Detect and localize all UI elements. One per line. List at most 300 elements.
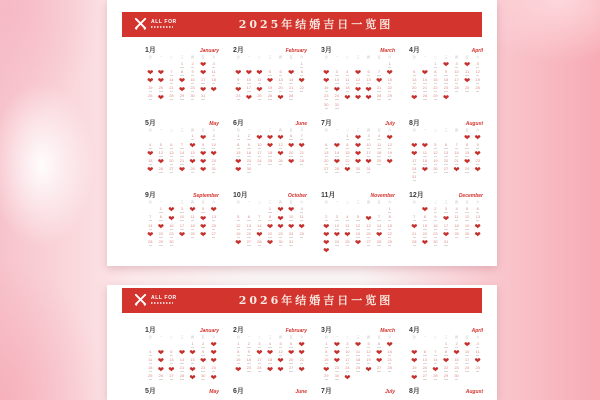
day-cell: 23 (332, 365, 343, 373)
weekday-label: 二 (433, 55, 437, 59)
day-cell: 3 (441, 206, 452, 214)
month-label: 3月 (321, 327, 332, 334)
month-label: 6月 (233, 387, 244, 395)
weekday-label: 四 (367, 200, 371, 205)
day-cell: 21 (409, 231, 420, 239)
month-days-grid (409, 341, 483, 382)
day-cell: 8 (420, 214, 431, 222)
month-name-english: August (465, 388, 483, 395)
day-cell: 24 (254, 158, 265, 166)
weekday-label: 五 (289, 200, 293, 205)
month-header (409, 325, 483, 334)
day-cell: 27 (321, 166, 332, 174)
month-label: 2月 (233, 47, 244, 54)
weekday-label: 三 (268, 335, 272, 339)
day-cell: 26 (156, 373, 167, 381)
empty-cell (363, 61, 374, 69)
day-cell: 29 (177, 93, 188, 101)
day-cell: 20 (409, 85, 420, 93)
weekday-label: 日 (324, 55, 328, 59)
day-cell: 6 (275, 69, 286, 77)
heart-day-cell: ❤ (157, 221, 164, 231)
day-cell: 10 (208, 142, 219, 150)
day-cell: 24 (332, 93, 343, 101)
heart-day-cell: ❤ (266, 132, 274, 142)
weekday-row (233, 201, 307, 205)
day-cell: 27 (420, 373, 431, 381)
day-cell: 1 (233, 133, 244, 141)
heart-day-cell: ❤ (168, 213, 175, 223)
month-days-grid (321, 206, 395, 255)
day-cell: 10 (177, 214, 188, 222)
day-cell: 2 (451, 341, 462, 349)
heart-day-cell: ❤ (323, 221, 330, 231)
month-name-english: April (471, 328, 483, 334)
day-cell: 18 (353, 357, 364, 365)
weekday-label: 一 (423, 127, 427, 132)
month-header (409, 386, 483, 395)
heart-day-cell: ❤ (189, 157, 196, 167)
weekday-label: 日 (148, 200, 152, 205)
empty-cell (409, 61, 420, 69)
weekday-label: 四 (455, 127, 459, 132)
weekday-label: 日 (412, 200, 416, 205)
heart-day-cell: ❤ (344, 165, 351, 175)
month-header (409, 118, 483, 127)
day-cell: 23 (451, 365, 462, 373)
day-cell: 31 (363, 166, 374, 174)
day-cell: 13 (409, 77, 420, 85)
weekday-label: 二 (169, 55, 173, 59)
heart-day-cell: ❤ (421, 238, 428, 248)
month-label: 4月 (409, 47, 420, 54)
month-days-grid (321, 133, 395, 174)
day-cell: 10 (332, 222, 343, 230)
day-cell: 11 (145, 357, 156, 365)
day-cell: 23 (441, 85, 452, 93)
heart-day-cell: ❤ (442, 356, 450, 366)
day-cell: 13 (420, 357, 431, 365)
day-cell: 19 (265, 85, 276, 93)
heart-day-cell: ❤ (147, 165, 154, 175)
heart-day-cell: ❤ (386, 132, 393, 142)
day-cell: 23 (187, 85, 198, 93)
heart-day-cell: ❤ (432, 364, 439, 374)
heart-day-cell: ❤ (210, 372, 217, 382)
weekday-label: 五 (465, 127, 469, 132)
day-cell: 22 (441, 365, 452, 373)
month-block (145, 190, 219, 255)
day-cell: 13 (472, 214, 483, 222)
month-days-grid (145, 206, 219, 247)
day-cell: 31 (332, 102, 343, 110)
weekday-label: 四 (367, 127, 371, 132)
month-block (409, 190, 483, 255)
month-header (321, 45, 395, 54)
weekday-label: 五 (465, 55, 469, 59)
day-cell: 17 (451, 77, 462, 85)
day-cell: 28 (420, 93, 431, 101)
heart-day-cell: ❤ (266, 221, 274, 231)
weekday-label: 二 (345, 127, 349, 132)
weekday-label: 二 (433, 200, 437, 205)
day-cell: 5 (198, 206, 209, 214)
day-cell: 4 (342, 214, 353, 222)
empty-cell (332, 206, 343, 214)
month-label: 11月 (321, 192, 336, 200)
weekday-label: 日 (148, 127, 152, 132)
day-cell: 21 (177, 158, 188, 166)
day-cell: 21 (296, 150, 307, 158)
heart-day-cell: ❤ (210, 356, 217, 366)
day-cell: 30 (187, 93, 198, 101)
heart-day-cell: ❤ (157, 157, 164, 167)
day-cell: 25 (296, 231, 307, 239)
month-block (321, 45, 395, 110)
heart-day-cell: ❤ (277, 92, 284, 102)
heart-day-cell: ❤ (474, 356, 481, 366)
weekday-label: 六 (476, 127, 480, 132)
weekday-label: 三 (444, 335, 448, 339)
month-block (409, 325, 483, 382)
day-cell: 24 (286, 231, 297, 239)
day-cell: 7 (409, 214, 420, 222)
month-block (409, 118, 483, 183)
day-cell: 25 (472, 365, 483, 373)
weekday-row (409, 336, 483, 340)
weekday-label: 二 (345, 55, 349, 59)
heart-day-cell: ❤ (235, 84, 242, 94)
heart-day-cell: ❤ (442, 92, 450, 102)
day-cell: 11 (374, 142, 385, 150)
empty-cell (233, 206, 244, 214)
heart-day-cell: ❤ (411, 140, 418, 150)
heart-day-cell: ❤ (199, 157, 207, 167)
day-cell: 5 (472, 61, 483, 69)
day-cell: 20 (363, 231, 374, 239)
weekday-row (233, 129, 307, 133)
month-name-english: August (465, 120, 483, 127)
day-cell: 1 (296, 61, 307, 69)
heart-day-cell: ❤ (157, 356, 164, 366)
heart-day-cell: ❤ (235, 157, 242, 167)
day-cell: 30 (451, 373, 462, 381)
day-cell: 28 (374, 93, 385, 101)
day-cell: 27 (441, 166, 452, 174)
day-cell: 7 (296, 133, 307, 141)
heart-day-cell: ❤ (178, 84, 186, 94)
weekday-row (145, 56, 219, 60)
heart-day-cell: ❤ (354, 132, 362, 142)
day-cell: 8 (296, 69, 307, 77)
day-cell: 31 (198, 93, 209, 101)
heart-day-cell: ❤ (245, 92, 252, 102)
month-header (145, 118, 219, 127)
heart-day-cell: ❤ (199, 149, 207, 159)
day-cell: 30 (198, 373, 209, 381)
weekday-label: 六 (388, 55, 392, 59)
day-cell: 8 (177, 69, 188, 77)
heart-day-cell: ❤ (365, 213, 372, 223)
day-cell: 1 (430, 61, 441, 69)
day-cell: 13 (244, 222, 255, 230)
logo-text: ALL FOR (151, 19, 177, 25)
empty-cell (363, 206, 374, 214)
heart-day-cell: ❤ (199, 213, 207, 223)
heart-day-cell: ❤ (235, 68, 242, 78)
weekday-label: 一 (423, 200, 427, 205)
empty-cell (145, 341, 156, 349)
heart-day-cell: ❤ (210, 84, 217, 94)
day-cell: 27 (286, 365, 297, 373)
weekday-label: 日 (236, 200, 240, 205)
day-cell: 18 (265, 150, 276, 158)
weekday-label: 一 (335, 127, 339, 132)
day-cell: 17 (342, 357, 353, 365)
weekday-label: 日 (148, 55, 152, 59)
day-cell: 16 (244, 357, 255, 365)
heart-day-cell: ❤ (266, 238, 274, 248)
heart-day-cell: ❤ (375, 348, 383, 358)
day-cell: 10 (363, 142, 374, 150)
day-cell: 26 (430, 166, 441, 174)
day-cell: 14 (166, 77, 177, 85)
day-cell: 12 (384, 142, 395, 150)
weekday-label: 三 (268, 55, 272, 59)
month-label: 8月 (409, 119, 420, 127)
day-cell: 7 (374, 214, 385, 222)
empty-cell (353, 206, 364, 214)
day-cell: 1 (265, 206, 276, 214)
weekday-label: 二 (433, 335, 437, 339)
weekday-label: 一 (159, 127, 163, 132)
empty-cell (145, 206, 156, 214)
weekday-label: 三 (356, 200, 360, 205)
heart-day-cell: ❤ (277, 221, 284, 231)
day-cell: 27 (166, 166, 177, 174)
heart-day-cell: ❤ (189, 348, 196, 358)
weekday-label: 日 (236, 335, 240, 339)
day-cell: 9 (430, 214, 441, 222)
heart-day-cell: ❤ (157, 76, 164, 86)
day-cell: 29 (384, 239, 395, 247)
weekday-row (409, 201, 483, 205)
month-header (233, 190, 307, 199)
day-cell: 24 (462, 365, 473, 373)
poster-title-2026: 2026年结婚吉日一览图 (238, 294, 394, 307)
day-cell: 11 (472, 349, 483, 357)
day-cell: 25 (353, 365, 364, 373)
weekday-label: 二 (433, 127, 437, 132)
heart-day-cell: ❤ (256, 68, 263, 78)
day-cell: 4 (296, 206, 307, 214)
weekday-label: 四 (279, 127, 283, 132)
weekday-label: 三 (180, 200, 184, 205)
day-cell: 24 (254, 365, 265, 373)
day-cell: 14 (177, 150, 188, 158)
day-cell: 23 (275, 231, 286, 239)
day-cell: 22 (384, 85, 395, 93)
heart-day-cell: ❤ (365, 157, 372, 167)
heart-day-cell: ❤ (442, 229, 450, 239)
day-cell: 12 (430, 150, 441, 158)
weekday-label: 二 (345, 335, 349, 339)
empty-cell (409, 206, 420, 214)
month-block (409, 45, 483, 110)
day-cell: 8 (441, 349, 452, 357)
month-header (233, 118, 307, 127)
month-days-grid (409, 61, 483, 102)
day-cell: 5 (275, 341, 286, 349)
heart-day-cell: ❤ (199, 221, 207, 231)
heart-day-cell: ❤ (266, 76, 274, 86)
day-cell: 17 (363, 150, 374, 158)
month-header (409, 45, 483, 54)
heart-day-cell: ❤ (189, 140, 196, 150)
weekday-label: 四 (191, 55, 195, 59)
month-label: 4月 (409, 327, 420, 334)
heart-day-cell: ❤ (199, 68, 207, 78)
heart-day-cell: ❤ (474, 229, 481, 239)
month-name-english: July (384, 388, 395, 395)
empty-cell (430, 341, 441, 349)
day-cell: 30 (275, 239, 286, 247)
day-cell: 4 (472, 341, 483, 349)
day-cell: 11 (420, 150, 431, 158)
weekday-label: 五 (289, 55, 293, 59)
heart-day-cell: ❤ (463, 59, 471, 69)
weekday-label: 一 (335, 200, 339, 205)
day-cell: 12 (353, 77, 364, 85)
day-cell: 22 (265, 231, 276, 239)
day-cell: 25 (187, 231, 198, 239)
month-label: 8月 (409, 387, 420, 395)
heart-day-cell: ❤ (421, 165, 428, 175)
day-cell: 15 (187, 357, 198, 365)
day-cell: 21 (420, 85, 431, 93)
day-cell: 28 (409, 239, 420, 247)
day-cell: 26 (275, 158, 286, 166)
day-cell: 3 (254, 341, 265, 349)
day-cell: 16 (430, 222, 441, 230)
month-name-english: June (295, 388, 307, 395)
heart-day-cell: ❤ (199, 356, 207, 366)
heart-day-cell: ❤ (375, 76, 383, 86)
weekday-label: 六 (212, 127, 216, 132)
heart-day-cell: ❤ (287, 68, 295, 78)
weekday-label: 三 (180, 55, 184, 59)
day-cell: 25 (462, 85, 473, 93)
weekday-label: 五 (201, 127, 205, 132)
month-name-english: March (380, 328, 395, 334)
weekday-label: 四 (191, 200, 195, 205)
day-cell: 20 (441, 158, 452, 166)
day-cell: 13 (166, 150, 177, 158)
weekday-label: 四 (279, 55, 283, 59)
logo-text: ALL FOR (151, 295, 177, 301)
day-cell: 9 (244, 349, 255, 357)
month-block (233, 118, 307, 183)
heart-day-cell: ❤ (411, 221, 418, 231)
weekday-label: 三 (444, 127, 448, 132)
weekday-label: 五 (201, 200, 205, 205)
heart-day-cell: ❤ (344, 92, 351, 102)
heart-day-cell: ❤ (298, 76, 305, 86)
day-cell: 28 (286, 93, 297, 101)
day-cell: 1 (342, 133, 353, 141)
heart-day-cell: ❤ (386, 157, 393, 167)
day-cell: 29 (430, 93, 441, 101)
heart-day-cell: ❤ (287, 157, 295, 167)
month-header (233, 45, 307, 54)
heart-day-cell: ❤ (375, 356, 383, 366)
month-name-english: October (287, 193, 307, 200)
day-cell: 23 (198, 365, 209, 373)
weekday-label: 五 (201, 55, 205, 59)
day-cell: 9 (472, 142, 483, 150)
weekday-label: 一 (247, 127, 251, 132)
day-cell: 6 (166, 349, 177, 357)
month-label: 12月 (409, 192, 424, 200)
month-block (321, 386, 395, 395)
heart-day-cell: ❤ (411, 149, 418, 159)
day-cell: 18 (187, 222, 198, 230)
day-cell: 8 (462, 142, 473, 150)
day-cell: 14 (420, 77, 431, 85)
day-cell: 17 (409, 158, 420, 166)
weekday-label: 六 (212, 200, 216, 205)
heart-day-cell: ❤ (266, 140, 274, 150)
day-cell: 19 (409, 365, 420, 373)
day-cell: 14 (177, 357, 188, 365)
month-header (145, 386, 219, 395)
month-block (145, 386, 219, 395)
day-cell: 24 (208, 365, 219, 373)
weekday-label: 日 (324, 200, 328, 205)
month-label: 7月 (321, 387, 332, 395)
heart-day-cell: ❤ (157, 68, 164, 78)
day-cell: 20 (275, 85, 286, 93)
month-label: 6月 (233, 119, 244, 127)
heart-day-cell: ❤ (333, 157, 340, 167)
day-cell: 24 (332, 239, 343, 247)
month-name-english: March (380, 48, 395, 54)
day-cell: 5 (353, 214, 364, 222)
day-cell: 15 (420, 222, 431, 230)
heart-day-cell: ❤ (287, 205, 295, 215)
heart-day-cell: ❤ (344, 229, 351, 239)
day-cell: 5 (430, 142, 441, 150)
heart-day-cell: ❤ (147, 68, 154, 78)
banner-2026 (122, 288, 482, 313)
day-cell: 26 (145, 93, 156, 101)
day-cell: 22 (420, 231, 431, 239)
day-cell: 12 (472, 69, 483, 77)
day-cell: 7 (177, 142, 188, 150)
day-cell: 13 (321, 150, 332, 158)
month-block (233, 386, 307, 395)
logo (133, 292, 177, 307)
heart-day-cell: ❤ (235, 165, 242, 175)
weekday-label: 五 (465, 335, 469, 339)
heart-day-cell: ❤ (147, 76, 154, 86)
day-cell: 8 (321, 349, 332, 357)
heart-day-cell: ❤ (365, 84, 372, 94)
day-cell: 12 (156, 150, 167, 158)
day-cell: 5 (462, 206, 473, 214)
weekday-label: 二 (257, 127, 261, 132)
day-cell: 14 (286, 77, 297, 85)
